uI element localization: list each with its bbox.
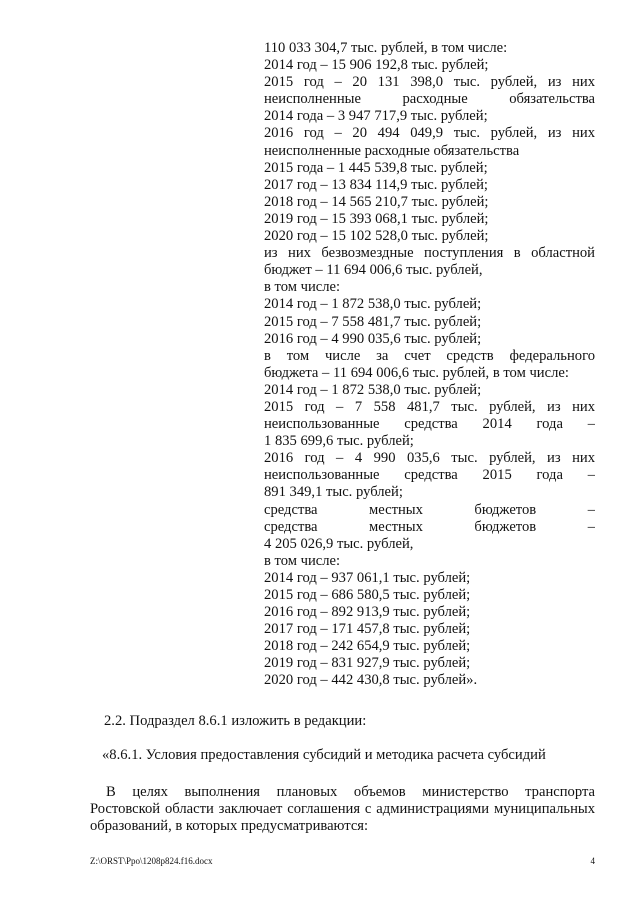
column-line: в том числе: — [264, 552, 341, 569]
column-line: в том числе за счет средств федерального — [264, 347, 595, 364]
column-line: 2017 год – 13 834 114,9 тыс. рублей; — [264, 176, 488, 193]
body-line: В целях выполнения плановых объемов министерство транспорта — [106, 784, 595, 800]
column-line: неисполненные расходные обязательства — [264, 91, 595, 108]
paragraph-body — [90, 784, 595, 836]
column-line: 2014 год – 15 906 192,8 тыс. рублей; — [264, 57, 489, 74]
column-line: бюджета – 11 694 006,6 тыс. рублей, в том числе: — [264, 364, 569, 381]
column-line: 2015 года – 1 445 539,8 тыс. рублей; — [264, 159, 488, 176]
body-line: образований, в которых предусматриваются: — [90, 818, 369, 835]
column-line: 891 349,1 тыс. рублей; — [264, 484, 403, 501]
column-line: 2018 год – 14 565 210,7 тыс. рублей; — [264, 193, 489, 210]
column-line: 2016 год – 4 990 035,6 тыс. рублей, из них — [264, 450, 595, 467]
column-line: 2015 год – 7 558 481,7 тыс. рублей; — [264, 313, 482, 330]
column-line: неиспользованные средства 2015 года – — [264, 467, 595, 484]
column-line: 2018 год – 242 654,9 тыс. рублей; — [264, 638, 471, 655]
column-line: 2020 год – 442 430,8 тыс. рублей». — [264, 672, 478, 689]
body-line: Ростовской области заключает соглашения с администрациями муниципальных — [90, 801, 595, 818]
footer-file-path: Z:\ORST\Ppo\1208p824.f16.docx — [90, 856, 213, 866]
column-line: 2014 год – 1 872 538,0 тыс. рублей; — [264, 296, 482, 313]
column-line: средства местных бюджетов – — [264, 501, 595, 518]
column-line: 1 835 699,6 тыс. рублей; — [264, 433, 414, 450]
column-line: 4 205 026,9 тыс. рублей, — [264, 535, 414, 552]
column-line: неиспользованные средства 2014 года – — [264, 416, 595, 433]
page-footer — [90, 856, 595, 866]
column-line: 2015 год – 20 131 398,0 тыс. рублей, из них — [264, 74, 595, 91]
column-line: из них безвозмездные поступления в областной — [264, 245, 595, 262]
footer-page-number: 4 — [590, 856, 595, 866]
column-line: 2015 год – 686 580,5 тыс. рублей; — [264, 587, 471, 603]
column-line: 2020 год – 15 102 528,0 тыс. рублей; — [264, 228, 489, 245]
column-line: 110 033 304,7 тыс. рублей, в том числе: — [264, 40, 508, 56]
column-line: средства местных бюджетов – — [264, 518, 595, 535]
column-line: 2019 год – 15 393 068,1 тыс. рублей; — [264, 210, 489, 227]
column-line: 2016 год – 20 494 049,9 тыс. рублей, из них — [264, 125, 595, 142]
column-line: бюджет – 11 694 006,6 тыс. рублей, — [264, 262, 483, 279]
column-line: 2015 год – 7 558 481,7 тыс. рублей, из них — [264, 398, 595, 415]
column-line: 2019 год – 831 927,9 тыс. рублей; — [264, 655, 471, 672]
column-line: неисполненные расходные обязательства — [264, 142, 520, 159]
paragraph-subsection-title: «8.6.1. Условия предоставления субсидий и методика расчета субсидий — [102, 747, 546, 763]
column-line: 2016 год – 892 913,9 тыс. рублей; — [264, 604, 471, 621]
column-line: в том числе: — [264, 279, 341, 296]
column-line: 2014 год – 1 872 538,0 тыс. рублей; — [264, 381, 482, 398]
financing-column — [264, 40, 595, 690]
column-line: 2014 год – 937 061,1 тыс. рублей; — [264, 569, 471, 586]
column-line: 2016 год – 4 990 035,6 тыс. рублей; — [264, 330, 482, 347]
column-line: 2017 год – 171 457,8 тыс. рублей; — [264, 621, 471, 638]
column-line: 2014 года – 3 947 717,9 тыс. рублей; — [264, 108, 488, 125]
paragraph-subsection-edit: 2.2. Подраздел 8.6.1 изложить в редакции: — [104, 713, 367, 729]
